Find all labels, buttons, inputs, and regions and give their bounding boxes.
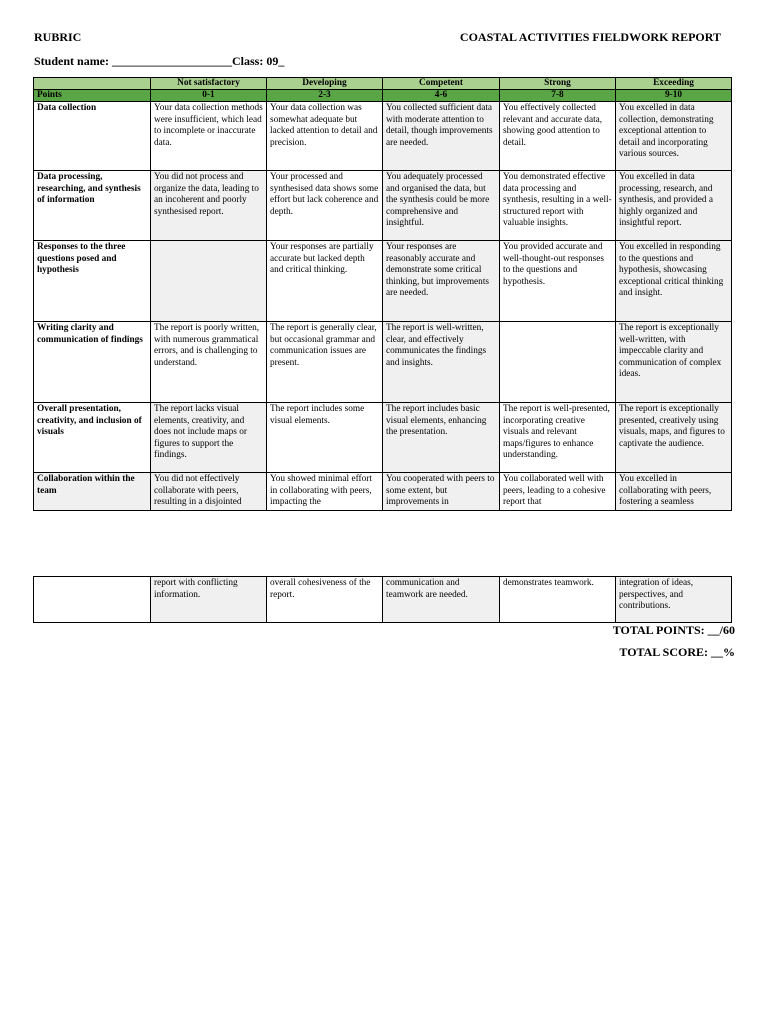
rubric-row-writing-clarity <box>34 322 732 403</box>
points-range-cell: 9-10 <box>616 90 732 102</box>
descriptor-cell: Your responses are partially accurate but lacked depth and critical thinking. <box>267 241 383 322</box>
rubric-table <box>33 77 732 511</box>
rubric-row-responses <box>34 241 732 322</box>
descriptor-cell <box>151 241 267 322</box>
descriptor-cell: The report is poorly written, with numerous grammatical errors, and is challenging to understand. <box>151 322 267 403</box>
descriptor-cell <box>500 322 616 403</box>
descriptor-cell: Your processed and synthesised data shows some effort but lack coherence and depth. <box>267 171 383 241</box>
points-range-cell: 4-6 <box>383 90 500 102</box>
rubric-row-data-processing <box>34 171 732 241</box>
descriptor-cell: You collaborated well with peers, leading to a cohesive report that <box>500 473 616 511</box>
level-header-cell: Competent <box>383 78 500 90</box>
descriptor-cell: The report is exceptionally presented, creatively using visuals, maps, and figures to captivate the audience. <box>616 403 732 473</box>
criterion-cell: Overall presentation, creativity, and inclusion of visuals <box>34 403 151 473</box>
descriptor-cell: The report lacks visual elements, creativity, and does not include maps or figures to support the findings. <box>151 403 267 473</box>
points-range-cell: 0-1 <box>151 90 267 102</box>
descriptor-cell: overall cohesiveness of the report. <box>267 577 383 623</box>
student-name-class-line: Student name: ____________________Class: 09_ <box>34 54 285 68</box>
descriptor-cell: You effectively collected relevant and accurate data, showing good attention to detail. <box>500 102 616 171</box>
descriptor-cell: demonstrates teamwork. <box>500 577 616 623</box>
descriptor-cell: You did not process and organize the data, leading to an incoherent and poorly synthesised report. <box>151 171 267 241</box>
criterion-cell: Data processing, researching, and synthesis of information <box>34 171 151 241</box>
points-range-cell: 7-8 <box>500 90 616 102</box>
descriptor-cell: Your data collection was somewhat adequate but lacked attention to detail and precision. <box>267 102 383 171</box>
descriptor-cell: You demonstrated effective data processing and synthesis, resulting in a well-structured report with valuable insights. <box>500 171 616 241</box>
level-header-cell: Developing <box>267 78 383 90</box>
descriptor-cell: You excelled in collaborating with peers, fostering a seamless <box>616 473 732 511</box>
descriptor-cell: Your responses are reasonably accurate and demonstrate some critical thinking, but improvements are needed. <box>383 241 500 322</box>
rubric-row-data-collection <box>34 102 732 171</box>
descriptor-cell: You showed minimal effort in collaborating with peers, impacting the <box>267 473 383 511</box>
descriptor-cell: The report includes basic visual elements, enhancing the presentation. <box>383 403 500 473</box>
descriptor-cell: The report includes some visual elements. <box>267 403 383 473</box>
descriptor-cell: You provided accurate and well-thought-out responses to the questions and hypothesis. <box>500 241 616 322</box>
level-header-cell: Strong <box>500 78 616 90</box>
descriptor-cell: communication and teamwork are needed. <box>383 577 500 623</box>
total-points: TOTAL POINTS: __/60 <box>612 623 735 637</box>
descriptor-cell: The report is well-presented, incorporating creative visuals and relevant maps/figures to enhance understanding. <box>500 403 616 473</box>
level-header-row <box>34 78 732 90</box>
criterion-cell: Data collection <box>34 102 151 171</box>
criterion-cell <box>34 577 151 623</box>
level-header-blank <box>34 78 151 90</box>
points-range-cell: 2-3 <box>267 90 383 102</box>
descriptor-cell: You excelled in data collection, demonstrating exceptional attention to detail and incorporating various sources. <box>616 102 732 171</box>
rubric-row-presentation <box>34 403 732 473</box>
level-header-cell: Exceeding <box>616 78 732 90</box>
descriptor-cell: You excelled in responding to the questions and hypothesis, showcasing exceptional critical thinking and insight. <box>616 241 732 322</box>
rubric-row-collaboration <box>34 473 732 511</box>
descriptor-cell: You cooperated with peers to some extent, but improvements in <box>383 473 500 511</box>
descriptor-cell: You collected sufficient data with moderate attention to detail, though improvements are needed. <box>383 102 500 171</box>
points-header-row <box>34 90 732 102</box>
points-label: Points <box>34 90 151 102</box>
descriptor-cell: report with conflicting information. <box>151 577 267 623</box>
report-title: COASTAL ACTIVITIES FIELDWORK REPORT <box>459 30 721 44</box>
rubric-row-collaboration-continued <box>34 577 732 623</box>
descriptor-cell: The report is exceptionally well-written, with impeccable clarity and communication of complex ideas. <box>616 322 732 403</box>
criterion-cell: Collaboration within the team <box>34 473 151 511</box>
descriptor-cell: Your data collection methods were insufficient, which lead to incomplete or inaccurate data. <box>151 102 267 171</box>
level-header-cell: Not satisfactory <box>151 78 267 90</box>
descriptor-cell: integration of ideas, perspectives, and contributions. <box>616 577 732 623</box>
total-score: TOTAL SCORE: __% <box>619 645 735 659</box>
criterion-cell: Writing clarity and communication of findings <box>34 322 151 403</box>
criterion-cell: Responses to the three questions posed and hypothesis <box>34 241 151 322</box>
rubric-table-continued <box>33 576 732 623</box>
descriptor-cell: You did not effectively collaborate with peers, resulting in a disjointed <box>151 473 267 511</box>
descriptor-cell: The report is well-written, clear, and effectively communicates the findings and insights. <box>383 322 500 403</box>
descriptor-cell: You excelled in data processing, research, and synthesis, and provided a highly organized and insightful report. <box>616 171 732 241</box>
descriptor-cell: The report is generally clear, but occasional grammar and communication issues are present. <box>267 322 383 403</box>
rubric-heading: RUBRIC <box>34 30 82 44</box>
descriptor-cell: You adequately processed and organised the data, but the synthesis could be more comprehensive and insightful. <box>383 171 500 241</box>
